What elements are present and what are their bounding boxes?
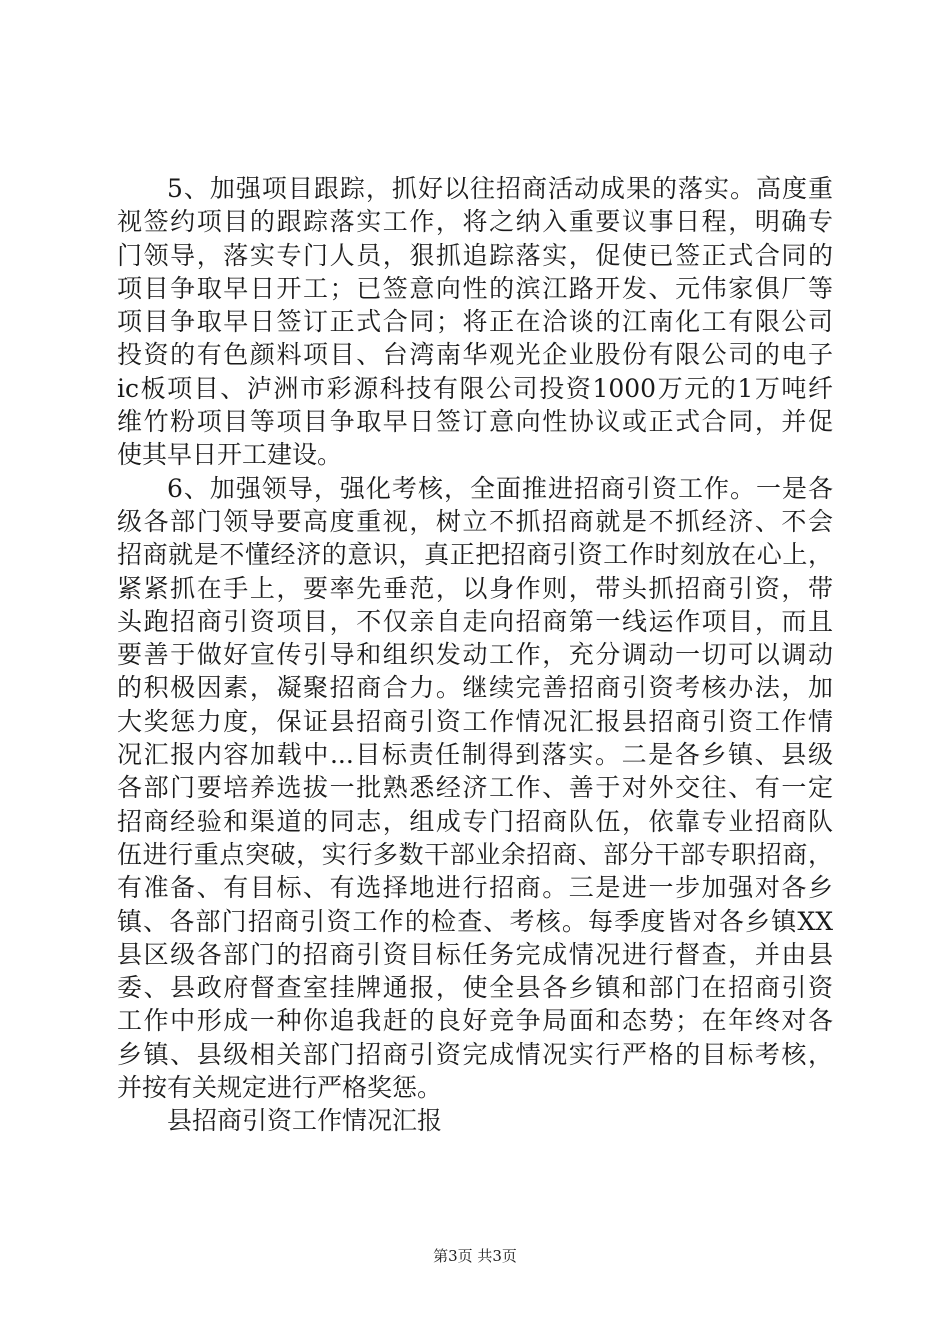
text-line: 紧紧抓在手上，要率先垂范，以身作则，带头抓招商引资，带 <box>117 573 833 603</box>
text-line: 门领导，落实专门人员，狠抓追踪落实，促使已签正式合同的 <box>117 240 833 270</box>
text-line: 招商就是不懂经济的意识，真正把招商引资工作时刻放在心上， <box>117 540 833 570</box>
text-line: 大奖惩力度，保证县招商引资工作情况汇报县招商引资工作情 <box>117 706 833 736</box>
text-line: 项目争取早日签订正式合同；将正在洽谈的江南化工有限公司 <box>117 307 833 337</box>
text-line: 招商经验和渠道的同志，组成专门招商队伍，依靠专业招商队 <box>117 806 833 836</box>
text-line: 县招商引资工作情况汇报 <box>167 1106 443 1136</box>
text-line: 的积极因素，凝聚招商合力。继续完善招商引资考核办法，加 <box>117 673 833 703</box>
document-body <box>117 172 833 1138</box>
text-line: 县区级各部门的招商引资目标任务完成情况进行督查，并由县 <box>117 939 833 969</box>
paragraph-title-line <box>117 1104 833 1137</box>
text-line: 视签约项目的跟踪落实工作，将之纳入重要议事日程，明确专 <box>117 207 833 237</box>
text-line: 伍进行重点突破，实行多数干部业余招商、部分干部专职招商， <box>117 839 833 869</box>
text-line: 工作中形成一种你追我赶的良好竞争局面和态势；在年终对各 <box>117 1006 833 1036</box>
text-line: 要善于做好宣传引导和组织发动工作，充分调动一切可以调动 <box>117 640 833 670</box>
text-line: 并按有关规定进行严格奖惩。 <box>117 1073 443 1103</box>
text-line: 况汇报内容加载中...目标责任制得到落实。二是各乡镇、县级 <box>117 740 833 770</box>
text-line: 使其早日开工建设。 <box>117 440 343 470</box>
paragraph-p6 <box>117 472 833 1105</box>
text-line: 项目争取早日开工；已签意向性的滨江路开发、元伟家俱厂等 <box>117 273 833 303</box>
text-line: 委、县政府督查室挂牌通报，使全县各乡镇和部门在招商引资 <box>117 973 833 1003</box>
paragraph-p5 <box>117 172 833 472</box>
text-line: 维竹粉项目等项目争取早日签订意向性协议或正式合同，并促 <box>117 407 833 437</box>
text-line: 各部门要培养选拔一批熟悉经济工作、善于对外交往、有一定 <box>117 773 833 803</box>
text-line: 有准备、有目标、有选择地进行招商。三是进一步加强对各乡 <box>117 873 833 903</box>
text-line: 头跑招商引资项目，不仅亲自走向招商第一线运作项目，而且 <box>117 606 833 636</box>
text-line: 级各部门领导要高度重视，树立不抓招商就是不抓经济、不会 <box>117 506 833 536</box>
page-footer: 第3页 共3页 <box>433 1247 517 1265</box>
text-line: 乡镇、县级相关部门招商引资完成情况实行严格的目标考核， <box>117 1039 833 1069</box>
text-line: 投资的有色颜料项目、台湾南华观光企业股份有限公司的电子 <box>117 340 833 370</box>
text-line: 5、加强项目跟踪，抓好以往招商活动成果的落实。高度重 <box>167 174 833 203</box>
text-line: 6、加强领导，强化考核，全面推进招商引资工作。一是各 <box>167 473 833 503</box>
text-line: 镇、各部门招商引资工作的检查、考核。每季度皆对各乡镇XX <box>117 906 833 936</box>
text-line: ic板项目、泸洲市彩源科技有限公司投资1000万元的1万吨纤 <box>117 373 833 403</box>
